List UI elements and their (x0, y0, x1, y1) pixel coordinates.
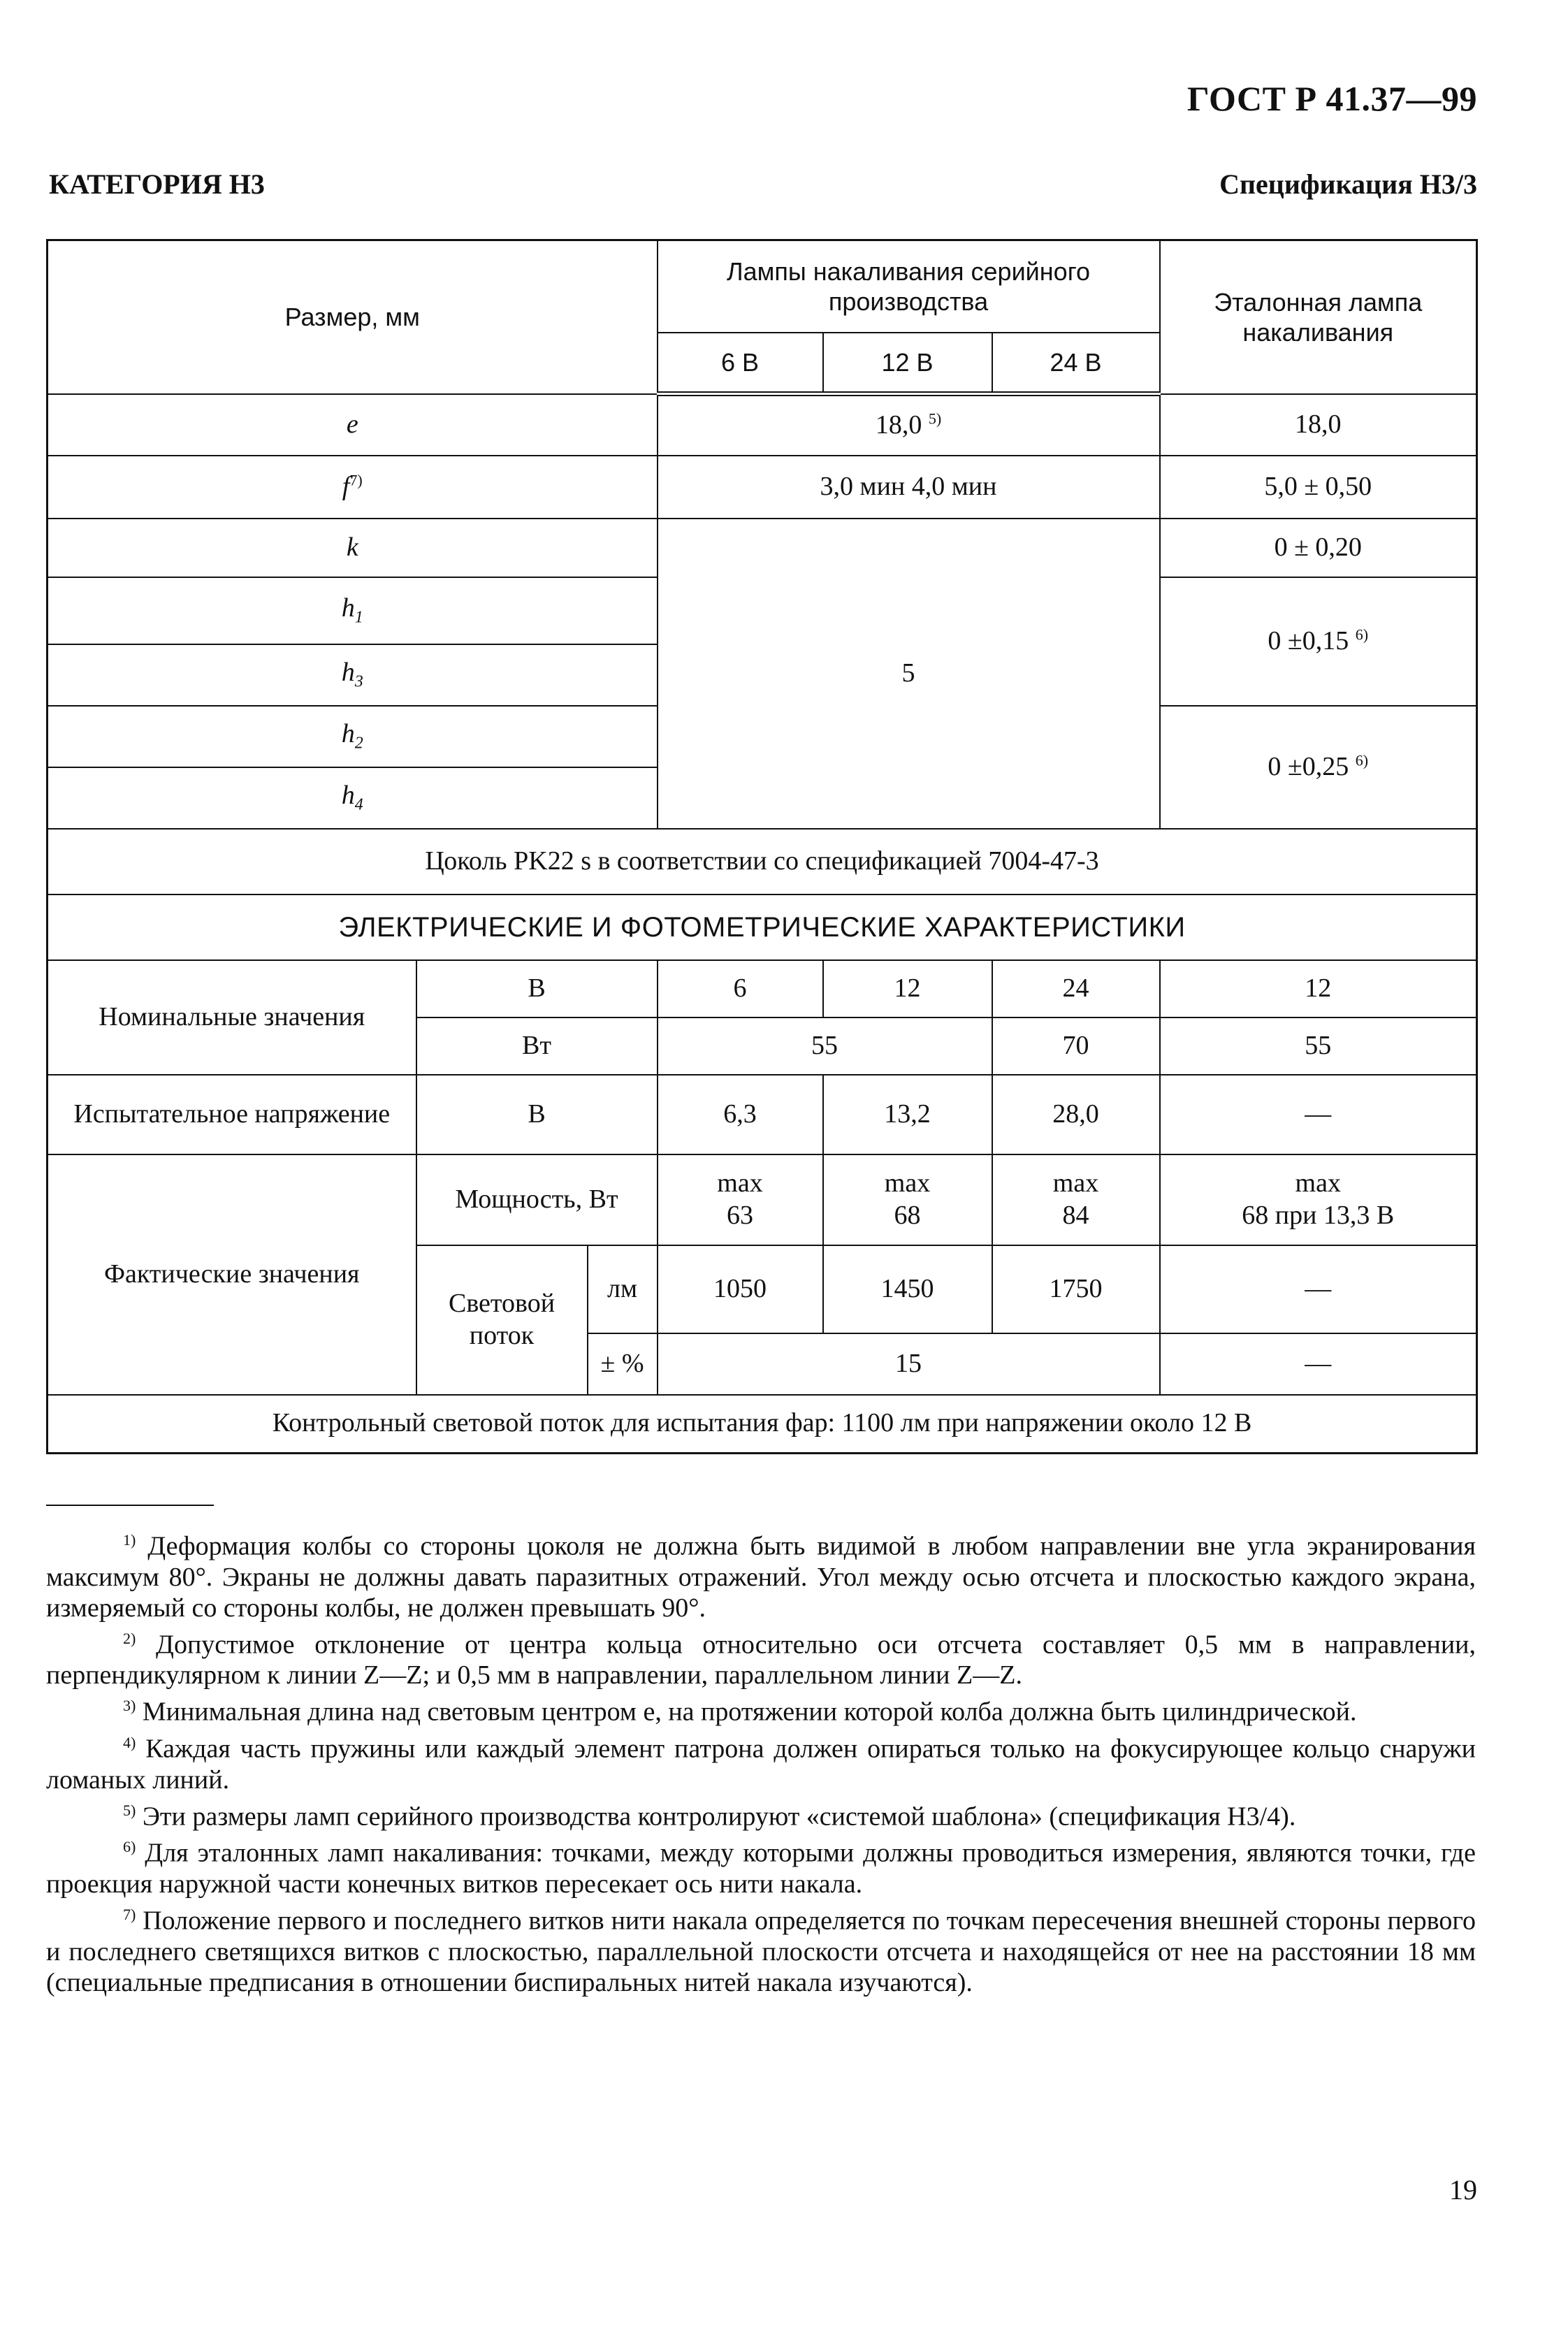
nominal-v24: 24 (992, 960, 1160, 1017)
standard-number: ГОСТ Р 41.37—99 (1186, 79, 1477, 118)
flux-24v: 1750 (992, 1245, 1160, 1333)
row-h-serial: 5 (658, 519, 1160, 829)
flux-reference: — (1160, 1245, 1477, 1333)
row-k-label: k (48, 519, 658, 577)
flux-6v: 1050 (658, 1245, 823, 1333)
row-f-reference: 5,0 ± 0,50 (1160, 456, 1477, 519)
reference-lamp-header: Эталонная лампа накаливания (1160, 240, 1477, 394)
footnote-3: $^{3)}$ Минимальная длина над световым центром e, на протяжении которой колба должна быть цилиндрической. (123, 1697, 1357, 1727)
page-number: 19 (1449, 2174, 1477, 2206)
power-reference: max 68 при 13,3 В (1160, 1154, 1477, 1245)
category-heading: КАТЕГОРИЯ Н3 (49, 168, 265, 200)
specification-table (46, 239, 1478, 1454)
test-voltage-label: Испытательное напряжение (48, 1075, 416, 1154)
row-h13-reference: 0 ±0,15 $^{6)}$ (1160, 577, 1477, 706)
size-header: Размер, мм (48, 240, 658, 394)
footnote-4: $^{4)}$ Каждая часть пружины или каждый элемент патрона должен опираться только на фокусирующее кольцо снаружи ломаных линий. (46, 1733, 1476, 1795)
row-h3-label: $h_3$ (48, 644, 658, 706)
nominal-w24: 70 (992, 1017, 1160, 1075)
row-f-serial: 3,0 мин 4,0 мин (658, 456, 1160, 519)
voltage-24v-header: 24 В (992, 333, 1160, 394)
nominal-v6: 6 (658, 960, 823, 1017)
row-h24-reference: 0 ±0,25 $^{6)}$ (1160, 706, 1477, 829)
test-voltage-reference: — (1160, 1075, 1477, 1154)
row-k-reference: 0 ± 0,20 (1160, 519, 1477, 577)
row-e-reference: 18,0 (1160, 394, 1477, 456)
nominal-label: Номинальные значения (48, 960, 416, 1075)
flux-12v: 1450 (823, 1245, 992, 1333)
row-h2-label: $h_2$ (48, 706, 658, 767)
serial-lamps-header: Лампы накаливания серийного производства (658, 240, 1160, 333)
section-title: ЭЛЕКТРИЧЕСКИЕ И ФОТОМЕТРИЧЕСКИЕ ХАРАКТЕРИСТИКИ (48, 894, 1477, 960)
voltage-12v-header: 12 В (823, 333, 992, 394)
control-flux-row: Контрольный световой поток для испытания фар: 1100 лм при напряжении около 12 В (48, 1395, 1477, 1454)
lumen-unit: лм (588, 1245, 658, 1333)
nominal-v12: 12 (823, 960, 992, 1017)
test-voltage-v24: 28,0 (992, 1075, 1160, 1154)
row-e-label: e (48, 394, 658, 456)
percent-unit: ± % (588, 1333, 658, 1395)
power-6v: max 63 (658, 1154, 823, 1245)
specification-label: Спецификация Н3/3 (1219, 168, 1477, 200)
row-h4-label: $h_4$ (48, 767, 658, 829)
footnotes (46, 1525, 1476, 1998)
footnote-2: $^{2)}$ Допустимое отклонение от центра кольца относительно оси отсчета составляет 0,5 мм в направлении, перпендикулярном к линии Z—Z; и 0,5 мм в направлении, параллельном линии Z—Z. (46, 1629, 1476, 1690)
nominal-v-reference: 12 (1160, 960, 1477, 1017)
power-label: Мощность, Вт (416, 1154, 658, 1245)
nominal-v-unit: В (416, 960, 658, 1017)
test-voltage-v12: 13,2 (823, 1075, 992, 1154)
test-voltage-v6: 6,3 (658, 1075, 823, 1154)
row-h1-label: $h_1$ (48, 577, 658, 644)
power-24v: max 84 (992, 1154, 1160, 1245)
nominal-w-unit: Вт (416, 1017, 658, 1075)
luminous-flux-label: Световой поток (416, 1245, 588, 1395)
nominal-w-serial: 55 (658, 1017, 992, 1075)
nominal-w-reference: 55 (1160, 1017, 1477, 1075)
footnote-rule (46, 1505, 214, 1506)
actual-values-label: Фактические значения (48, 1154, 416, 1395)
test-voltage-unit: В (416, 1075, 658, 1154)
footnote-5: $^{5)}$ Эти размеры ламп серийного производства контролируют «системой шаблона» (спецификация Н3/4). (123, 1801, 1296, 1832)
flux-tolerance-reference: — (1160, 1333, 1477, 1395)
power-12v: max 68 (823, 1154, 992, 1245)
footnote-1: $^{1)}$ Деформация колбы со стороны цоколя не должна быть видимой в любом направлении вне угла экранирования максимум 80°. Экраны не должны давать паразитных отражений. Угол между осью отсчета и плоскостью каждого экрана, измеряемый со стороны колбы, не должен превышать 90°. (46, 1531, 1476, 1623)
footnote-7: $^{7)}$ Положение первого и последнего витков нити накала определяется по точкам пересечения внешней стороны первого и последнего светящихся витков с плоскостью, параллельной плоскости отсчета и находящейся от нее на расстоянии 18 мм (специальные предписания в отношении биспиральных нитей накала изучаются). (46, 1905, 1476, 1997)
row-f-label: $f^{7)}$ (48, 456, 658, 519)
flux-tolerance: 15 (658, 1333, 1160, 1395)
base-row: Цоколь PK22 s в соответствии со спецификацией 7004-47-3 (48, 829, 1477, 894)
row-e-serial: 18,0 $^{5)}$ (658, 394, 1160, 456)
footnote-6: $^{6)}$ Для эталонных ламп накаливания: точками, между которыми должны проводиться измерения, являются точки, где проекция наружной части конечных витков пересекает ось нити накала. (46, 1838, 1476, 1899)
voltage-6v-header: 6 В (658, 333, 823, 394)
